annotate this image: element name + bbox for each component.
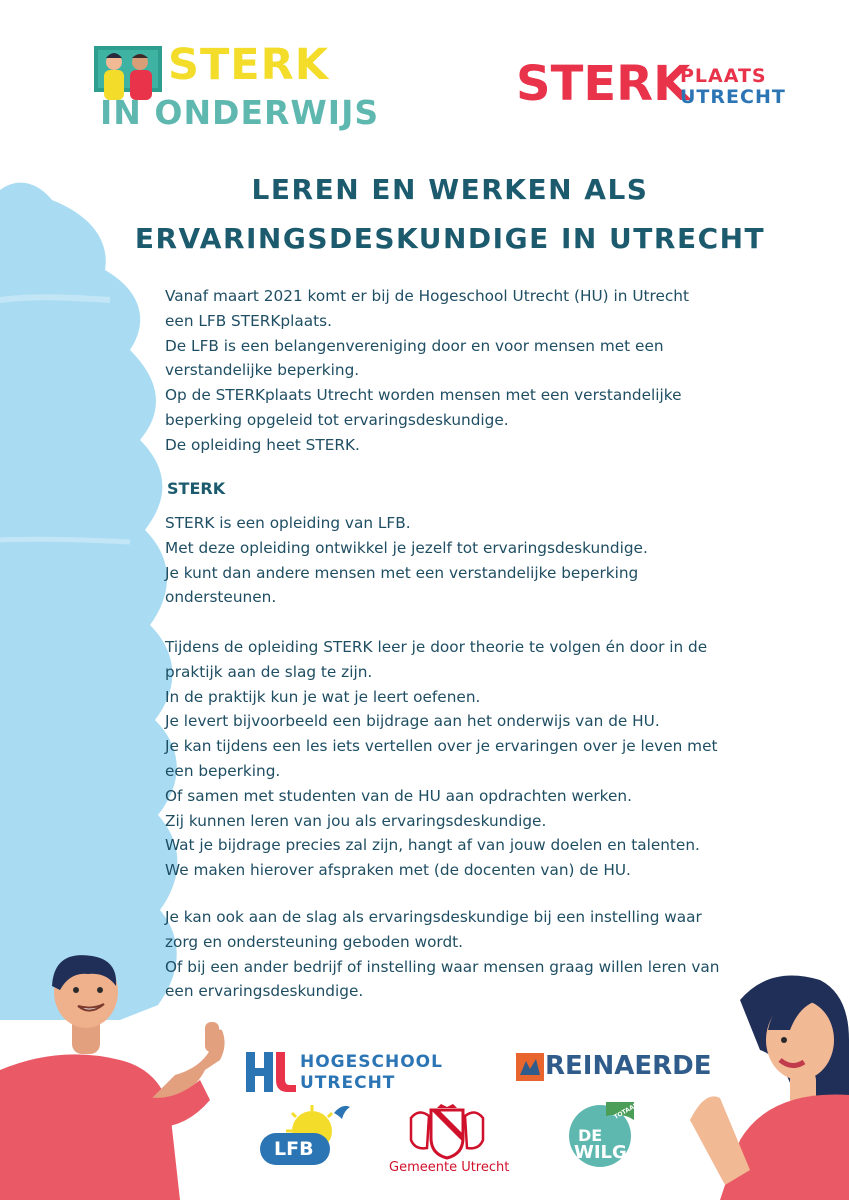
text-line: ondersteunen. bbox=[165, 588, 277, 607]
logo-sterk-in-onderwijs-line1: STERK bbox=[168, 40, 330, 90]
text-line: een LFB STERKplaats. bbox=[165, 311, 332, 330]
text-line: een ervaringsdeskundige. bbox=[165, 982, 364, 1001]
page-title-line2: ERVARINGSDESKUNDIGE IN UTRECHT bbox=[134, 222, 766, 255]
paragraph-1 bbox=[165, 511, 765, 610]
hu-logo-line1: HOGESCHOOL bbox=[300, 1052, 443, 1072]
paragraph-2 bbox=[165, 635, 765, 883]
text-line: De LFB is een belangenvereniging door en voor mensen met een bbox=[165, 336, 664, 355]
woman-waving-illustration-icon bbox=[680, 970, 849, 1200]
text-line: Je kan ook aan de slag als ervaringsdeskundige bij een instelling waar bbox=[165, 908, 702, 926]
text-line: Zij kunnen leren van jou als ervaringsdeskundige. bbox=[165, 811, 547, 830]
lfb-logo-text: LFB bbox=[274, 1138, 314, 1160]
text-line: praktijk aan de slag te zijn. bbox=[165, 662, 373, 681]
logo-sterkplaats-utrecht: UTRECHT bbox=[680, 86, 786, 108]
text-line: Op de STERKplaats Utrecht worden mensen met een verstandelijke bbox=[165, 386, 682, 405]
text-line: De opleiding heet STERK. bbox=[165, 435, 360, 454]
text-line: beperking opgeleid tot ervaringsdeskundige. bbox=[165, 410, 509, 429]
de-wilg-de: DE bbox=[578, 1126, 603, 1145]
text-line: Of bij een ander bedrijf of instelling waar mensen graag willen leren van bbox=[165, 957, 720, 976]
de-wilg-tagline: TOTAAL JEZELF! bbox=[612, 1088, 663, 1121]
text-line: Wat je bijdrage precies zal zijn, hangt af van jouw doelen en talenten. bbox=[165, 836, 700, 855]
text-line: Je levert bijvoorbeeld een bijdrage aan het onderwijs van de HU. bbox=[165, 712, 660, 731]
hu-logo-icon bbox=[246, 1050, 296, 1094]
page-title-line1: LEREN EN WERKEN ALS bbox=[251, 173, 649, 206]
section-heading: STERK bbox=[167, 479, 226, 498]
intro-paragraph bbox=[165, 284, 765, 458]
text-line: verstandelijke beperking. bbox=[165, 361, 360, 380]
gemeente-utrecht-logo-text: Gemeente Utrecht bbox=[389, 1160, 510, 1175]
logo-sterkplaats-main: STERK bbox=[516, 56, 691, 112]
text-line: Tijdens de opleiding STERK leer je door theorie te volgen én door in de bbox=[165, 638, 708, 656]
text-line: We maken hierover afspraken met (de docenten van) de HU. bbox=[165, 861, 631, 880]
hu-logo-line2: UTRECHT bbox=[300, 1073, 396, 1093]
text-line: Met deze opleiding ontwikkel je jezelf tot ervaringsdeskundige. bbox=[165, 538, 648, 557]
text-line: zorg en ondersteuning geboden wordt. bbox=[165, 932, 464, 951]
text-line: Je kan tijdens een les iets vertellen over je ervaringen over je leven met bbox=[165, 737, 718, 756]
text-line: Vanaf maart 2021 komt er bij de Hogeschool Utrecht (HU) in Utrecht bbox=[165, 287, 689, 305]
text-line: STERK is een opleiding van LFB. bbox=[165, 514, 411, 532]
text-line: In de praktijk kun je wat je leert oefenen. bbox=[165, 687, 481, 706]
de-wilg-main: WILG bbox=[574, 1142, 627, 1163]
text-line: Of samen met studenten van de HU aan opdrachten werken. bbox=[165, 786, 632, 805]
logo-sterkplaats-plaats: PLAATS bbox=[680, 65, 767, 87]
reinaerde-fox-icon bbox=[516, 1053, 544, 1081]
gemeente-utrecht-crest-icon bbox=[405, 1104, 489, 1160]
text-line: een beperking. bbox=[165, 761, 281, 780]
man-thumbs-up-illustration-icon bbox=[0, 950, 240, 1200]
text-line: Je kunt dan andere mensen met een verstandelijke beperking bbox=[165, 563, 639, 582]
logo-sterk-in-onderwijs-line2: IN ONDERWIJS bbox=[100, 93, 380, 132]
reinaerde-logo-text: REINAERDE bbox=[545, 1051, 712, 1081]
paragraph-3 bbox=[165, 905, 765, 1004]
